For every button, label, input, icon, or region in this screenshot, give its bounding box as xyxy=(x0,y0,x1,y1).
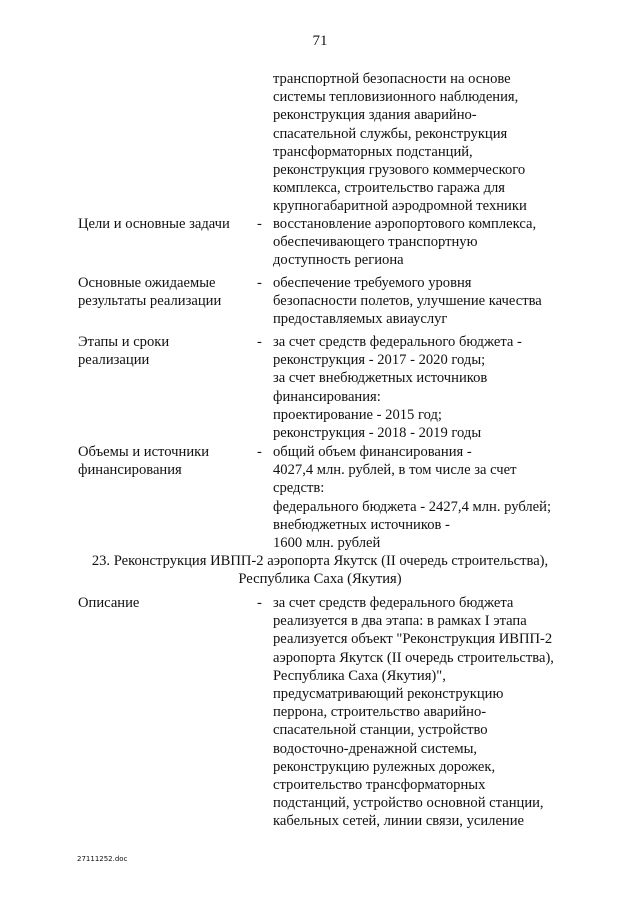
dash: - xyxy=(257,334,262,350)
value-line: водосточно-дренажной системы, xyxy=(273,740,478,757)
value-line: проектирование - 2015 год; xyxy=(273,406,442,423)
value-line: реализуется объект "Реконструкция ИВПП-2 xyxy=(273,631,553,648)
value-line: 4027,4 млн. рублей, в том числе за счет xyxy=(273,462,517,479)
value-line: реконструкция - 2018 - 2019 годы xyxy=(273,425,482,442)
value-line: за счет внебюджетных источников xyxy=(273,370,488,387)
dash: - xyxy=(257,595,262,611)
section-heading-line: 23. Реконструкция ИВПП-2 аэропорта Якутск (II очередь строительства), xyxy=(91,553,549,569)
value-line: Республика Саха (Якутия)", xyxy=(273,667,446,684)
value-line: реализуется в два этапа: в рамках I этапа xyxy=(273,613,527,630)
value-line: 1600 млн. рублей xyxy=(273,535,381,552)
label-line: результаты реализации xyxy=(78,293,222,310)
value-line: предоставляемых авиауслуг xyxy=(273,311,448,328)
value-line: за счет средств федерального бюджета xyxy=(273,595,514,611)
section-heading xyxy=(0,552,640,588)
value-line: реконструкция - 2017 - 2020 годы; xyxy=(273,352,486,369)
row-value xyxy=(273,215,583,270)
label-line: Описание xyxy=(78,595,140,611)
section-heading-line: Республика Саха (Якутия) xyxy=(238,571,402,588)
row-label xyxy=(78,215,253,233)
text-line: реконструкция здания аварийно- xyxy=(273,107,477,124)
label-line: Цели и основные задачи xyxy=(78,216,230,232)
value-line: общий объем финансирования - xyxy=(273,444,472,460)
label-line: финансирования xyxy=(78,462,182,479)
dash: - xyxy=(257,216,262,232)
value-line: спасательной станции, устройство xyxy=(273,722,488,739)
dash: - xyxy=(257,444,262,460)
text-line: реконструкция грузового коммерческого xyxy=(273,162,526,179)
text-line: системы тепловизионного наблюдения, xyxy=(273,89,519,106)
value-line: безопасности полетов, улучшение качества xyxy=(273,293,542,310)
row-value xyxy=(273,333,583,442)
value-line: за счет средств федерального бюджета - xyxy=(273,334,522,350)
footer-filename: 27111252.doc xyxy=(77,855,128,863)
value-line: финансирования: xyxy=(273,388,381,405)
label-line: реализации xyxy=(78,352,150,369)
row-label xyxy=(78,333,253,369)
value-line: средств: xyxy=(273,480,325,497)
value-line: кабельных сетей, линии связи, усиление xyxy=(273,813,525,830)
row-label xyxy=(78,443,253,479)
text-line: крупногабаритной аэродромной техники xyxy=(273,198,527,215)
value-line: федерального бюджета - 2427,4 млн. рублей; xyxy=(273,498,552,515)
label-line: Основные ожидаемые xyxy=(78,275,216,291)
value-line: обеспечивающего транспортную xyxy=(273,234,478,251)
dash: - xyxy=(257,275,262,291)
value-line: аэропорта Якутск (II очередь строительства), xyxy=(273,649,554,666)
page-number: 71 xyxy=(312,33,328,49)
value-line: подстанций, устройство основной станции, xyxy=(273,795,544,812)
row-value xyxy=(273,443,583,552)
row-value xyxy=(273,274,583,329)
value-line: перрона, строительство аварийно- xyxy=(273,704,487,721)
row-label xyxy=(78,594,253,612)
value-line: строительство трансформаторных xyxy=(273,777,486,794)
value-line: доступность региона xyxy=(273,252,404,269)
row-label xyxy=(78,274,253,310)
label-line: Объемы и источники xyxy=(78,444,210,460)
text-line: транспортной безопасности на основе xyxy=(273,71,511,87)
value-line: внебюджетных источников - xyxy=(273,516,450,533)
value-line: предусматривающий реконструкцию xyxy=(273,686,504,703)
value-line: реконструкцию рулежных дорожек, xyxy=(273,758,496,775)
row-value xyxy=(273,594,583,831)
value-line: обеспечение требуемого уровня xyxy=(273,275,472,291)
label-line: Этапы и сроки xyxy=(78,334,170,350)
continuation-text xyxy=(273,70,583,216)
text-line: комплекса, строительство гаража для xyxy=(273,180,506,197)
text-line: спасательной службы, реконструкция xyxy=(273,125,508,142)
value-line: восстановление аэропортового комплекса, xyxy=(273,216,537,232)
text-line: трансформаторных подстанций, xyxy=(273,143,473,160)
